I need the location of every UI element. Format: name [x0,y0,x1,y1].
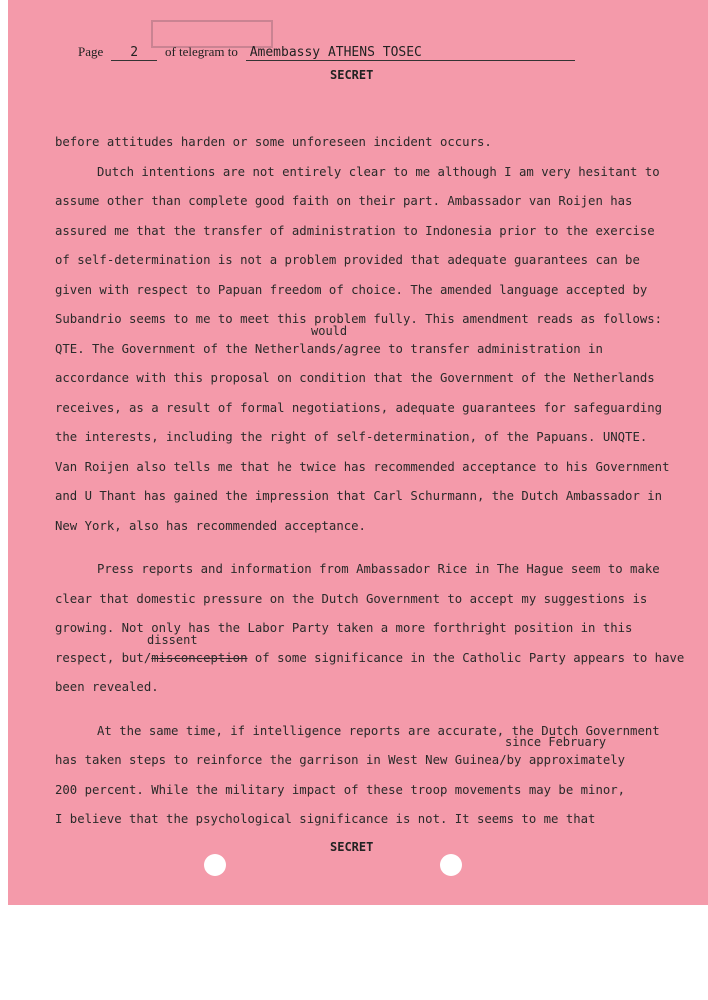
paragraph-2-line-1: Dutch intentions are not entirely clear to me although I am very hesitant to [97,164,660,179]
paragraph-2-line-10: the interests, including the right of self-determination, of the Papuans. UNQTE. [55,430,648,444]
interlinear-would: would [311,323,348,338]
paragraph-4-line-4: I believe that the psychological significance is not. It seems to me that [55,812,596,826]
paragraph-3-line-1: Press reports and information from Ambassador Rice in The Hague seem to make [97,562,660,576]
punch-hole-left [204,854,226,876]
telegram-body [55,128,685,835]
interlinear-dissent: dissent [147,632,198,647]
paragraph-3-line-2: clear that domestic pressure on the Dutch Government to accept my suggestions is [55,591,648,606]
classification-bottom: SECRET [330,840,374,854]
paragraph-2-line-7-text: QTE. The Government of the Netherlands/agree to transfer administration in [55,341,603,356]
page-label: Page [78,44,104,59]
line-4-suffix: of some significance in the Catholic Party appears to have [247,650,685,665]
paragraph-4-line-3: 200 percent. While the military impact of these troop movements may be minor, [55,782,626,797]
paragraph-3-line-5: been revealed. [55,680,159,694]
paragraph-2-line-3: assured me that the transfer of administration to Indonesia prior to the exercise [55,223,655,238]
paragraph-2-line-13: New York, also has recommended acceptance. [55,518,366,533]
paragraph-2-line-12: and U Thant has gained the impression that Carl Schurmann, the Dutch Ambassador in [55,489,663,503]
paragraph-2-line-9: receives, as a result of formal negotiations, adequate guarantees for safeguarding [55,400,663,415]
paragraph-3-line-3: growing. Not only has the Labor Party taken a more forthright position in this [55,621,633,635]
paragraph-3-line-4 [55,632,685,674]
struck-word: misconception [151,650,248,665]
interlinear-since-february: since February [505,735,607,749]
line-4-prefix: respect, but/ [55,650,152,665]
classification-top: SECRET [330,68,374,82]
paragraph-2-line-2: assume other than complete good faith on their part. Ambassador van Roijen has [55,194,633,208]
page-number: 2 [111,45,157,61]
paragraph-4-line-1: At the same time, if intelligence reports are accurate, the Dutch Government [97,723,660,738]
of-telegram-label: of telegram to [164,44,238,59]
paragraph-4-line-2-text: has taken steps to reinforce the garrison in West New Guinea/by approximately [55,753,626,767]
paragraph-2-line-6: Subandrio seems to me to meet this problem fully. This amendment reads as follows: [55,312,663,326]
telegram-page [8,0,708,905]
punch-hole-right [440,854,462,876]
paragraph-2-line-5: given with respect to Papuan freedom of choice. The amended language accepted by [55,282,648,297]
paragraph-2-line-4: of self-determination is not a problem provided that adequate guarantees can be [55,253,640,267]
paragraph-2-line-11: Van Roijen also tells me that he twice has recommended acceptance to his Government [55,459,670,474]
paragraph-2-line-8: accordance with this proposal on condition that the Government of the Netherlands [55,371,655,385]
recipient-field: Amembassy ATHENS TOSEC [246,45,575,61]
paragraph-1-line-1: before attitudes harden or some unforeseen incident occurs. [55,135,492,149]
paragraph-4-line-2 [55,735,680,776]
paragraph-2-line-7 [55,323,680,365]
page-header [78,44,575,61]
